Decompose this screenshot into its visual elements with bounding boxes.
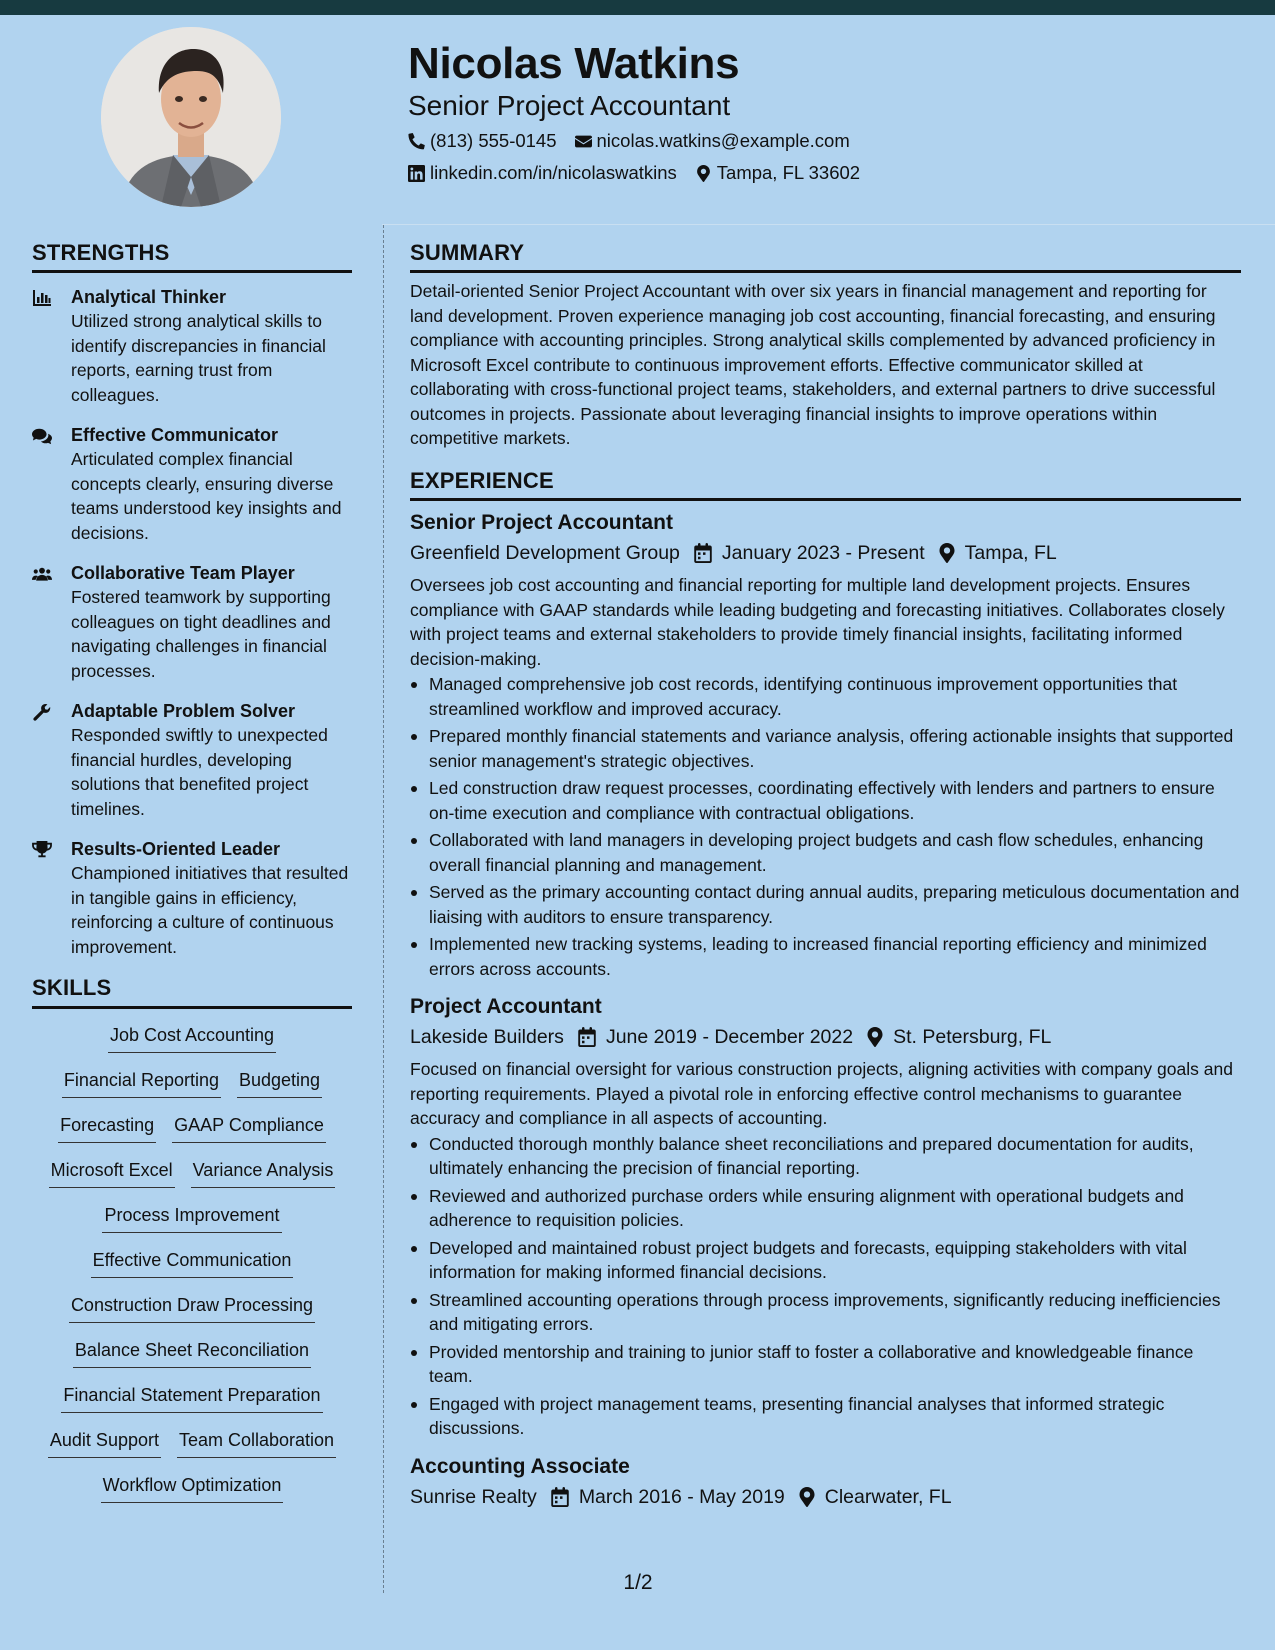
bullet-item: Reviewed and authorized purchase orders while ensuring alignment with operational budgets and adherence to requisition policies. xyxy=(410,1184,1241,1233)
skill-tag: Job Cost Accounting xyxy=(108,1023,276,1053)
job-company: Sunrise Realty xyxy=(410,1485,537,1508)
column-divider xyxy=(383,225,384,1593)
job-company: Lakeside Builders xyxy=(410,1026,564,1049)
contact-location xyxy=(695,162,860,184)
calendar-icon xyxy=(551,1487,569,1507)
bullet-item: Collaborated with land managers in developing project budgets and cash flow schedules, enhancing overall financial planning and management. xyxy=(410,828,1241,877)
skill-tag: Variance Analysis xyxy=(191,1158,336,1188)
bullet-item: Managed comprehensive job cost records, identifying continuous improvement opportunities that streamlined workflow and improved accuracy. xyxy=(410,672,1241,721)
strength-title: Effective Communicator xyxy=(71,425,279,446)
profile-photo xyxy=(101,27,281,207)
bullet-item: Developed and maintained robust project budgets and forecasts, equipping stakeholders with vital information for making informed financial decisions. xyxy=(410,1236,1241,1285)
contact-row-1 xyxy=(408,129,1248,153)
job-dates: June 2019 - December 2022 xyxy=(605,1026,854,1049)
skills-heading: SKILLS xyxy=(32,975,352,1008)
calendar-icon xyxy=(578,1027,596,1047)
contact-row-2 xyxy=(408,161,1248,185)
wrench-icon xyxy=(32,703,52,721)
skill-tag: Microsoft Excel xyxy=(49,1158,175,1188)
job-location: Clearwater, FL xyxy=(824,1485,952,1508)
strength-item xyxy=(32,423,352,545)
skill-row xyxy=(32,1203,352,1248)
skill-row xyxy=(32,1158,352,1203)
skill-row xyxy=(32,1248,352,1293)
skill-tag: Budgeting xyxy=(237,1068,322,1098)
bullet-item: Streamlined accounting operations through process improvements, significantly reducing inefficiencies and mitigating errors. xyxy=(410,1288,1241,1337)
strength-item xyxy=(32,561,352,683)
job-company: Greenfield Development Group xyxy=(410,542,680,565)
users-icon xyxy=(32,565,52,583)
skill-row xyxy=(32,1473,352,1518)
linkedin-text: linkedin.com/in/nicolaswatkins xyxy=(430,162,677,184)
map-pin-icon xyxy=(695,165,712,182)
bullet-item: Provided mentorship and training to junior staff to foster a collaborative and knowledgeable finance team. xyxy=(410,1340,1241,1389)
job-role: Project Accountant xyxy=(410,995,602,1019)
map-pin-icon xyxy=(867,1027,883,1047)
map-pin-icon xyxy=(939,543,955,563)
phone-text: (813) 555-0145 xyxy=(430,130,557,152)
job-description: Focused on financial oversight for various construction projects, aligning activities with company goals and reporting requirements. Played a pivotal role in enforcing effective control mechanisms to guarantee accuracy and compliance in all aspects of accounting. xyxy=(410,1059,1233,1129)
strength-desc: Articulated complex financial concepts clearly, ensuring diverse teams understood key insights and decisions. xyxy=(71,449,342,543)
top-accent-bar xyxy=(0,0,1275,15)
job-bullets xyxy=(410,1132,1241,1441)
skills-list xyxy=(32,1023,352,1518)
job-bullets xyxy=(410,672,1241,981)
chat-bubbles-icon xyxy=(32,427,52,445)
trophy-icon xyxy=(32,841,52,859)
job-meta xyxy=(410,1023,1241,1051)
skill-tag: Financial Statement Preparation xyxy=(61,1383,322,1413)
job-meta xyxy=(410,539,1241,567)
skill-row xyxy=(32,1293,352,1338)
contact-linkedin[interactable] xyxy=(408,162,677,184)
strength-title: Analytical Thinker xyxy=(71,287,227,308)
skill-row xyxy=(32,1383,352,1428)
summary-heading: SUMMARY xyxy=(410,240,1241,273)
bullet-item: Served as the primary accounting contact during annual audits, preparing meticulous documentation and liaising with auditors to ensure transparency. xyxy=(410,880,1241,929)
left-column xyxy=(32,240,352,1518)
strength-desc: Utilized strong analytical skills to identify discrepancies in financial reports, earning trust from colleagues. xyxy=(71,311,326,405)
linkedin-icon xyxy=(408,165,425,182)
contact-email[interactable] xyxy=(575,130,850,152)
page-number: 1/2 xyxy=(623,1571,653,1594)
strength-item xyxy=(32,285,352,407)
experience-heading: EXPERIENCE xyxy=(410,468,1241,501)
calendar-icon xyxy=(694,543,712,563)
portrait-avatar-icon xyxy=(101,27,281,207)
candidate-name: Nicolas Watkins xyxy=(408,39,740,88)
skill-tag: Audit Support xyxy=(48,1428,161,1458)
right-column xyxy=(410,240,1241,1511)
job-location: St. Petersburg, FL xyxy=(893,1026,1052,1049)
bullet-item: Prepared monthly financial statements and variance analysis, offering actionable insights that supported senior management's strategic objectives. xyxy=(410,724,1241,773)
bullet-item: Conducted thorough monthly balance sheet reconciliations and prepared documentation for audits, ultimately enhancing the precision of financial reporting. xyxy=(410,1132,1241,1181)
phone-icon xyxy=(408,133,425,150)
map-pin-icon xyxy=(799,1487,815,1507)
skill-tag: Financial Reporting xyxy=(62,1068,221,1098)
job-description: Oversees job cost accounting and financial reporting for multiple land development projects. Ensures compliance with GAAP standards while leading budgeting and forecasting initiatives. Collaborates closely with project teams and external stakeholders to provide timely financial insights, facilitating informed decision-making. xyxy=(410,575,1225,669)
candidate-title: Senior Project Accountant xyxy=(408,90,731,122)
contact-phone xyxy=(408,130,557,152)
skill-tag: GAAP Compliance xyxy=(172,1113,326,1143)
skill-tag: Process Improvement xyxy=(102,1203,281,1233)
bullet-item: Led construction draw request processes, coordinating effectively with lenders and partners to ensure on-time execution and compliance with contractual obligations. xyxy=(410,776,1241,825)
skill-tag: Forecasting xyxy=(58,1113,156,1143)
skill-tag: Workflow Optimization xyxy=(101,1473,284,1503)
skill-tag: Effective Communication xyxy=(91,1248,294,1278)
header-divider xyxy=(382,224,1275,225)
strength-title: Adaptable Problem Solver xyxy=(71,701,296,722)
location-text: Tampa, FL 33602 xyxy=(716,162,861,184)
job-entry xyxy=(410,1453,1241,1511)
job-entry xyxy=(410,993,1241,1441)
skill-row xyxy=(32,1113,352,1158)
job-role: Senior Project Accountant xyxy=(410,511,673,535)
strength-title: Results-Oriented Leader xyxy=(71,839,281,860)
job-role: Accounting Associate xyxy=(410,1454,630,1478)
strength-desc: Championed initiatives that resulted in tangible gains in efficiency, reinforcing a culture of continuous improvement. xyxy=(71,863,349,957)
job-meta xyxy=(410,1483,1241,1511)
bullet-item: Implemented new tracking systems, leading to increased financial reporting efficiency and minimized errors across accounts. xyxy=(410,932,1241,981)
skill-row xyxy=(32,1023,352,1068)
bullet-item: Engaged with project management teams, presenting financial analyses that informed strategic discussions. xyxy=(410,1392,1241,1441)
job-dates: January 2023 - Present xyxy=(721,542,925,565)
strengths-heading: STRENGTHS xyxy=(32,240,352,273)
job-location: Tampa, FL xyxy=(964,542,1057,565)
strength-title: Collaborative Team Player xyxy=(71,563,295,584)
job-dates: March 2016 - May 2019 xyxy=(578,1485,785,1508)
skill-row xyxy=(32,1068,352,1113)
summary-text: Detail-oriented Senior Project Accountant with over six years in financial management and reporting for land development. Proven experience managing job cost accounting, financial forecasting, and ensuring compliance with accounting principles. Strong analytical skills complemented by advanced proficiency in Microsoft Excel contribute to continuous improvement efforts. Effective communicator skilled at collaborating with cross-functional project teams, stakeholders, and external partners to drive successful outcomes in projects. Passionate about leveraging financial insights to improve operations within competitive markets. xyxy=(410,281,1216,449)
skill-row xyxy=(32,1428,352,1473)
strength-desc: Responded swiftly to unexpected financial hurdles, developing solutions that benefited project timelines. xyxy=(71,725,328,819)
strength-item xyxy=(32,837,352,959)
job-entry xyxy=(410,509,1241,981)
skill-row xyxy=(32,1338,352,1383)
bar-chart-icon xyxy=(32,289,52,307)
skill-tag: Balance Sheet Reconciliation xyxy=(73,1338,311,1368)
skill-tag: Construction Draw Processing xyxy=(69,1293,315,1323)
strength-desc: Fostered teamwork by supporting colleagues on tight deadlines and navigating challenges in financial processes. xyxy=(71,587,331,681)
skill-tag: Team Collaboration xyxy=(177,1428,336,1458)
strengths-list xyxy=(32,285,352,959)
email-text: nicolas.watkins@example.com xyxy=(596,130,850,152)
strength-item xyxy=(32,699,352,821)
envelope-icon xyxy=(575,133,592,150)
resume-header xyxy=(408,40,1248,185)
